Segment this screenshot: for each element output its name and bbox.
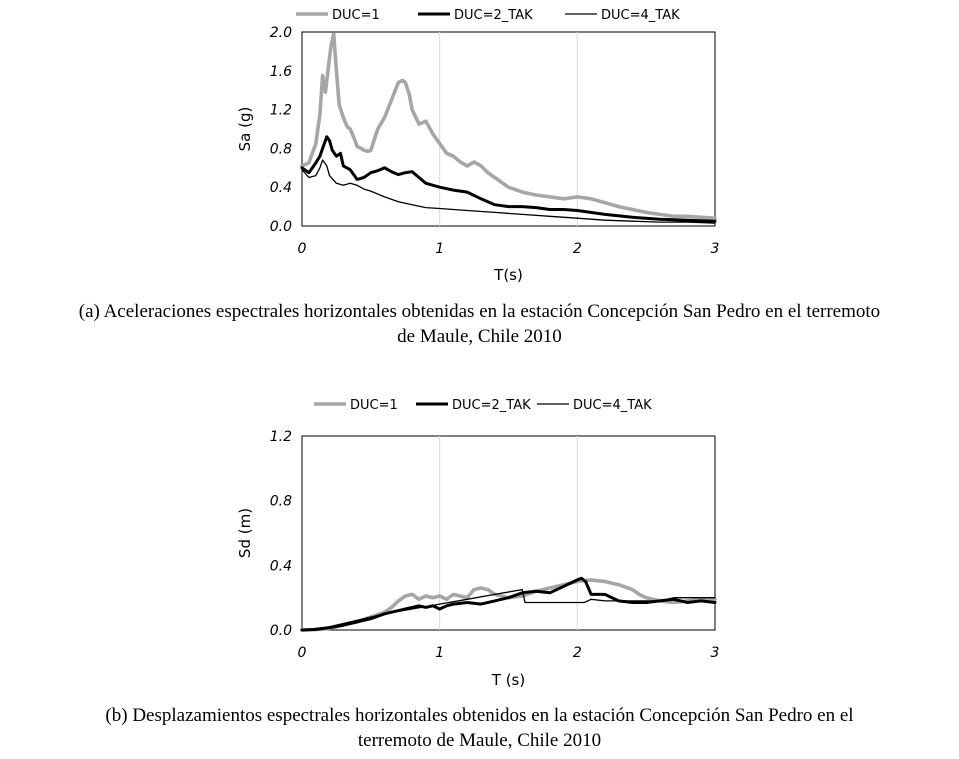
y-tick-label: 0.0	[269, 623, 292, 639]
y-tick-label: 0.8	[269, 141, 292, 158]
y-tick-label: 0.0	[269, 219, 292, 235]
x-tick-label: 1	[435, 645, 445, 661]
series-line-2	[302, 578, 715, 630]
caption-b-line2: terremoto de Maule, Chile 2010	[357, 730, 602, 751]
x-axis-label: T(s)	[494, 266, 523, 284]
y-axis-label: Sa (g)	[236, 106, 254, 152]
legend-label-3: DUC=4_TAK	[601, 8, 680, 23]
y-tick-label: 1.2	[269, 102, 292, 119]
x-tick-label: 2	[572, 241, 582, 257]
caption-a-line1: (a) Aceleraciones espectrales horizontales obtenidas en la estación Concepción San Pedro en el terremoto	[78, 301, 881, 322]
series-line-3	[302, 590, 715, 630]
legend-label-2: DUC=2_TAK	[454, 8, 533, 23]
x-axis-label: T (s)	[491, 671, 526, 689]
x-tick-label: 0	[297, 241, 307, 257]
legend-label-1: DUC=1	[332, 8, 380, 23]
x-tick-label: 0	[297, 645, 307, 661]
y-tick-label: 0.8	[269, 493, 292, 510]
legend-label-1: DUC=1	[350, 398, 398, 413]
y-tick-label: 2.0	[269, 25, 292, 41]
x-tick-label: 3	[710, 645, 720, 661]
y-tick-label: 1.2	[269, 429, 292, 445]
legend-label-2: DUC=2_TAK	[452, 398, 531, 413]
x-tick-label: 1	[435, 241, 445, 257]
y-tick-label: 0.4	[269, 558, 292, 575]
series-line-1	[302, 580, 715, 630]
caption-a-line2: de Maule, Chile 2010	[397, 326, 562, 347]
y-tick-label: 0.4	[269, 180, 292, 197]
x-tick-label: 2	[572, 645, 582, 661]
caption-b-line1: (b) Desplazamientos espectrales horizontales obtenidos en la estación Concepción San Pedro en el	[105, 705, 854, 726]
legend-label-3: DUC=4_TAK	[573, 398, 652, 413]
y-tick-label: 1.6	[269, 63, 292, 80]
y-axis-label: Sd (m)	[236, 507, 254, 559]
x-tick-label: 3	[710, 241, 720, 257]
